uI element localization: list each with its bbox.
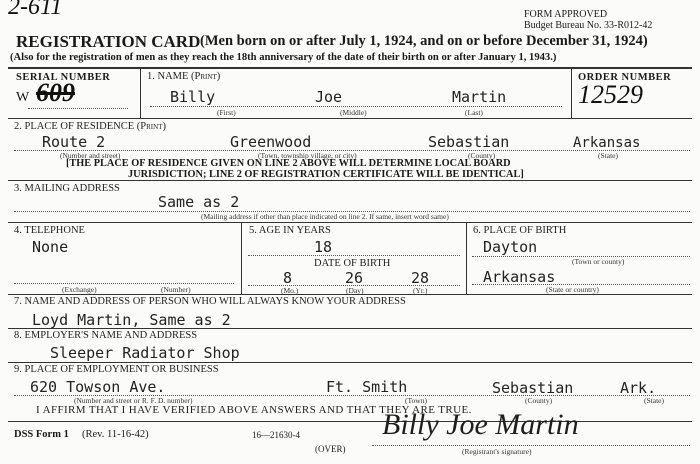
contact-label: 7. NAME AND ADDRESS OF PERSON WHO WILL ALWAYS KNOW YOUR ADDRESS: [14, 296, 406, 307]
form-approved: FORM APPROVED: [524, 9, 608, 20]
affirmation-text: I AFFIRM THAT I HAVE VERIFIED ABOVE ANSWERS AND THAT THEY ARE TRUE.: [36, 404, 472, 416]
serial-number-label: SERIAL NUMBER: [16, 72, 111, 83]
form-revision: (Rev. 11-16-42): [82, 429, 149, 440]
over-text: (OVER): [315, 444, 346, 454]
residence-county: Sebastian: [428, 133, 510, 151]
middle-name: Joe: [315, 88, 343, 106]
dob-day-caption: (Day): [346, 286, 364, 295]
registrant-signature: Billy Joe Martin: [382, 408, 579, 441]
employment-county-caption: (County): [525, 396, 553, 405]
dob-label: DATE OF BIRTH: [314, 258, 391, 269]
age-label: 5. AGE IN YEARS: [249, 225, 331, 236]
residence-street: Route 2: [42, 133, 106, 151]
card-title: REGISTRATION CARD: [16, 32, 201, 51]
last-caption: (Last): [465, 108, 483, 117]
birth-town-caption: (Town or county): [572, 257, 625, 266]
age-value: 18: [314, 238, 333, 256]
dob-month: 8: [283, 269, 293, 287]
first-caption: (First): [217, 108, 236, 117]
telephone-label: 4. TELEPHONE: [14, 225, 85, 236]
mailing-label: 3. MAILING ADDRESS: [14, 183, 120, 194]
mailing-caption: (Mailing address if other than place indicated on line 2. If same, insert word same): [201, 212, 449, 221]
mailing-value: Same as 2: [158, 193, 240, 211]
birth-state: Arkansas: [483, 268, 556, 286]
eligibility-text: (Men born on or after July 1, 1924, and on or before December 31, 1924): [200, 33, 648, 49]
order-number-value: 12529: [578, 80, 643, 109]
birthplace-label: 6. PLACE OF BIRTH: [473, 225, 567, 236]
signature-caption: (Registrant's signature): [462, 447, 532, 456]
also-text: (Also for the registration of men as they reach the 18th anniversary of the date of their birth on or after January 1, 1943.): [10, 52, 557, 63]
name-label: 1. NAME (Print): [147, 71, 221, 82]
contact-value: Loyd Martin, Same as 2: [32, 311, 231, 329]
exchange-caption: (Exchange): [62, 285, 97, 294]
residence-state-caption: (State): [598, 151, 618, 160]
file-number: 2-611: [8, 0, 63, 20]
residence-notice-line2: JURISDICTION; LINE 2 OF REGISTRATION CERTIFICATE WILL BE IDENTICAL]: [128, 169, 524, 180]
employment-street: 620 Towson Ave.: [30, 378, 166, 396]
form-number: DSS Form 1: [14, 429, 69, 440]
birth-state-caption: (State or country): [546, 285, 599, 294]
telephone-value: None: [32, 238, 69, 256]
dob-month-caption: (Mo.): [281, 286, 299, 295]
employment-street-caption: (Number and street or R. F. D. number): [74, 396, 193, 405]
middle-caption: (Middle): [340, 108, 367, 117]
residence-street-caption: (Number and street): [60, 151, 121, 160]
residence-state: Arkansas: [573, 135, 641, 151]
dob-year-caption: (Yr.): [413, 286, 428, 295]
serial-number-value: 609: [36, 78, 75, 107]
number-caption: (Number): [161, 285, 191, 294]
residence-label: 2. PLACE OF RESIDENCE (Print): [14, 121, 166, 132]
employment-label: 9. PLACE OF EMPLOYMENT OR BUSINESS: [14, 364, 219, 375]
employer-label: 8. EMPLOYER'S NAME AND ADDRESS: [14, 330, 198, 341]
residence-town-caption: (Town, township village, or city): [258, 151, 357, 160]
serial-prefix: W: [16, 90, 30, 105]
employment-state: Ark.: [620, 379, 657, 397]
dob-year: 28: [411, 269, 430, 287]
budget-bureau: Budget Bureau No. 33-R012-42: [524, 20, 653, 31]
employer-value: Sleeper Radiator Shop: [50, 344, 240, 362]
residence-notice-line1: [THE PLACE OF RESIDENCE GIVEN ON LINE 2 ABOVE WILL DETERMINE LOCAL BOARD: [66, 158, 511, 169]
print-code: 16—21630-4: [252, 430, 300, 440]
birth-town: Dayton: [483, 238, 538, 256]
residence-county-caption: (County): [468, 151, 496, 160]
employment-state-caption: (State): [644, 396, 664, 405]
employment-town: Ft. Smith: [326, 378, 408, 396]
residence-town: Greenwood: [230, 133, 312, 151]
first-name: Billy: [170, 88, 216, 106]
employment-town-caption: (Town): [405, 396, 427, 405]
last-name: Martin: [452, 88, 507, 106]
order-number-label: ORDER NUMBER: [578, 72, 672, 83]
dob-day: 26: [345, 269, 364, 287]
employment-county: Sebastian: [492, 379, 574, 397]
